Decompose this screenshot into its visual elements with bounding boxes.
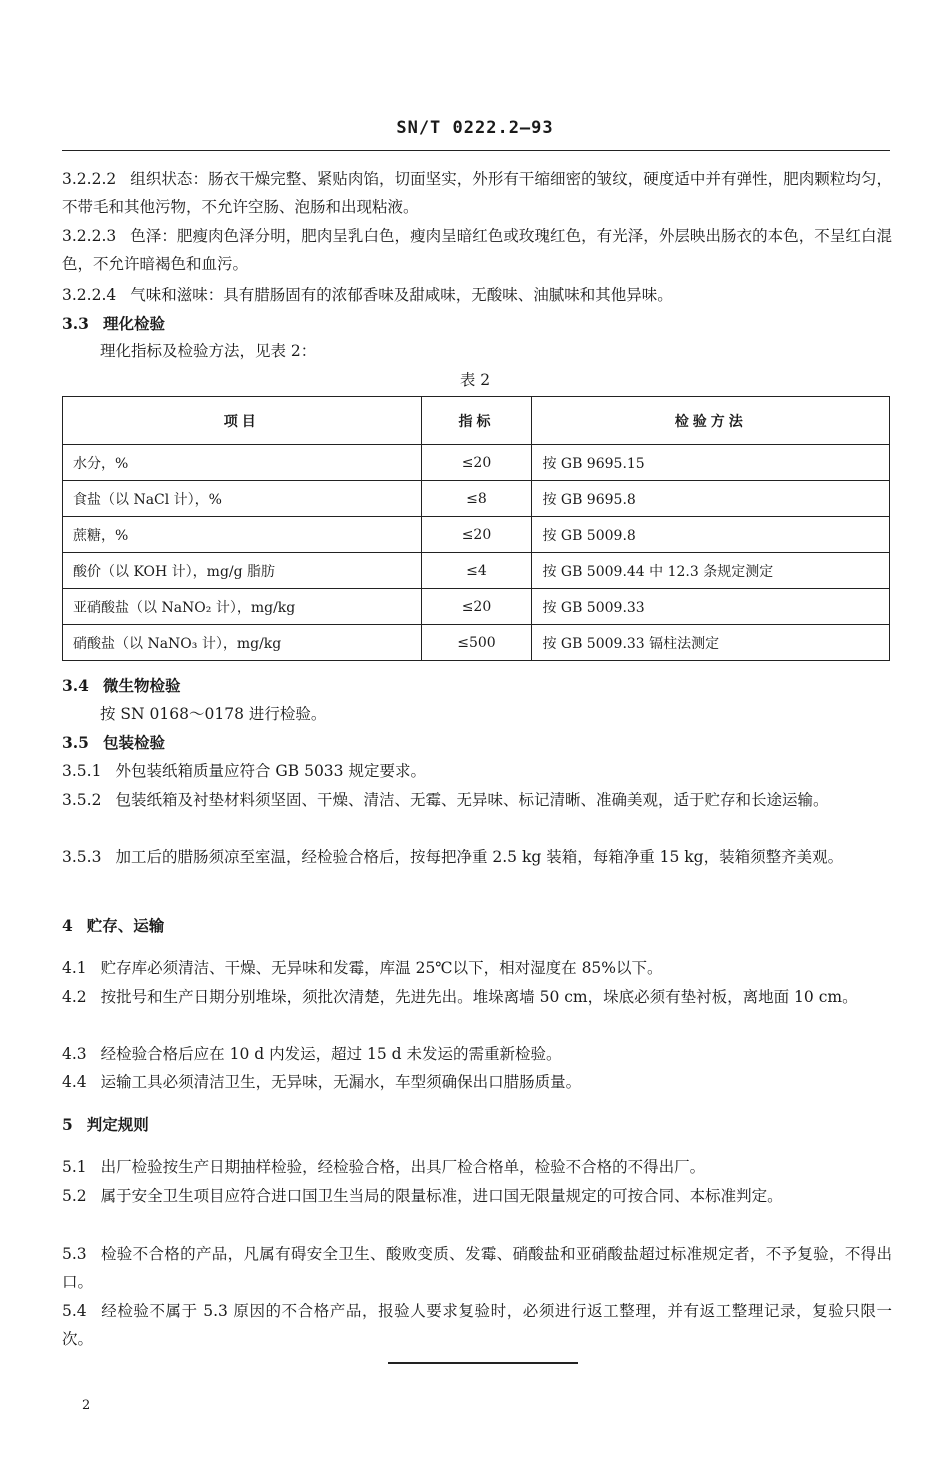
clause-4-2 xyxy=(62,983,892,1011)
clause-number: 5.3 xyxy=(62,1245,87,1263)
clause-number: 5.4 xyxy=(62,1302,87,1320)
column-header-method: 检验方法 xyxy=(532,397,890,445)
section-number: 3.3 xyxy=(62,314,89,333)
cell-index: ≤4 xyxy=(421,553,532,589)
clause-number: 3.5.1 xyxy=(62,762,102,780)
section-title: 贮存、运输 xyxy=(86,916,165,935)
section-number: 3.5 xyxy=(62,733,89,752)
clause-text: 经检验不属于 5.3 原因的不合格产品，报验人要求复验时，必须进行返工整理，并有返工整理记录，复验只限一次。 xyxy=(62,1302,892,1348)
table-row xyxy=(63,517,890,553)
section-3-4-text: 按 SN 0168～0178 进行检验。 xyxy=(100,705,327,723)
clause-5-1 xyxy=(62,1154,890,1180)
table-header-row xyxy=(63,397,890,445)
clause-text: 外包装纸箱质量应符合 GB 5033 规定要求。 xyxy=(115,762,426,780)
table-row xyxy=(63,481,890,517)
clause-number: 3.2.2.4 xyxy=(62,286,117,304)
column-header-index: 指标 xyxy=(421,397,532,445)
section-3-3-intro: 理化指标及检验方法，见表 2： xyxy=(100,342,317,360)
clause-3-2-2-3 xyxy=(62,222,892,278)
clause-number: 4.3 xyxy=(62,1045,87,1063)
cell-item: 硝酸盐（以 NaNO₃ 计），mg/kg xyxy=(63,625,422,661)
clause-number: 4.4 xyxy=(62,1073,87,1091)
clause-text: 组织状态：肠衣干燥完整、紧贴肉馅，切面坚实，外形有干缩细密的皱纹，硬度适中并有弹性，肥肉颗粒均匀，不带毛和其他污物，不允许空肠、泡肠和出现粘液。 xyxy=(62,170,892,216)
clause-number: 5.1 xyxy=(62,1158,87,1176)
cell-item: 酸价（以 KOH 计），mg/g 脂肪 xyxy=(63,553,422,589)
cell-index: ≤500 xyxy=(421,625,532,661)
clause-4-4 xyxy=(62,1069,890,1095)
column-header-item: 项目 xyxy=(63,397,422,445)
clause-4-3 xyxy=(62,1041,890,1067)
section-5-heading xyxy=(62,1112,890,1138)
clause-text: 气味和滋味：具有腊肠固有的浓郁香味及甜咸味，无酸味、油腻味和其他异味。 xyxy=(130,286,673,304)
cell-item: 蔗糖，% xyxy=(63,517,422,553)
section-3-4-heading xyxy=(62,673,890,699)
clause-3-5-1 xyxy=(62,758,890,784)
cell-item: 水分，% xyxy=(63,445,422,481)
section-title: 理化检验 xyxy=(102,314,165,333)
clause-3-5-3 xyxy=(62,843,892,871)
cell-item: 亚硝酸盐（以 NaNO₂ 计），mg/kg xyxy=(63,589,422,625)
cell-method: 按 GB 9695.15 xyxy=(532,445,890,481)
table-row xyxy=(63,589,890,625)
clause-text: 检验不合格的产品，凡属有碍安全卫生、酸败变质、发霉、硝酸盐和亚硝酸盐超过标准规定者，不予复验，不得出口。 xyxy=(62,1245,892,1291)
cell-index: ≤8 xyxy=(421,481,532,517)
clause-number: 3.5.3 xyxy=(62,848,102,866)
clause-3-2-2-4 xyxy=(62,282,890,308)
cell-method: 按 GB 5009.33 xyxy=(532,589,890,625)
section-number: 5 xyxy=(62,1115,73,1134)
clause-3-2-2-2 xyxy=(62,165,892,221)
section-4-heading xyxy=(62,913,890,939)
header-rule xyxy=(62,150,890,151)
cell-method: 按 GB 5009.8 xyxy=(532,517,890,553)
section-title: 微生物检验 xyxy=(102,676,181,695)
clause-text: 按批号和生产日期分别堆垛，须批次清楚，先进先出。堆垛离墙 50 cm，垛底必须有垫衬板，离地面 10 cm。 xyxy=(100,988,858,1006)
clause-5-2 xyxy=(62,1182,892,1210)
table-row xyxy=(63,553,890,589)
clause-text: 包装纸箱及衬垫材料须坚固、干燥、清洁、无霉、无异味、标记清晰、准确美观，适于贮存和长途运输。 xyxy=(115,791,829,809)
section-number: 4 xyxy=(62,916,73,935)
cell-index: ≤20 xyxy=(421,445,532,481)
table-row xyxy=(63,445,890,481)
table-row xyxy=(63,625,890,661)
clause-number: 3.2.2.2 xyxy=(62,170,117,188)
clause-number: 5.2 xyxy=(62,1187,87,1205)
clause-3-5-2 xyxy=(62,786,892,814)
page-number: 2 xyxy=(82,1398,91,1413)
section-title: 包装检验 xyxy=(102,733,165,752)
cell-method: 按 GB 5009.44 中 12.3 条规定测定 xyxy=(532,553,890,589)
cell-index: ≤20 xyxy=(421,517,532,553)
cell-item: 食盐（以 NaCl 计），% xyxy=(63,481,422,517)
cell-method: 按 GB 9695.8 xyxy=(532,481,890,517)
cell-method: 按 GB 5009.33 镉柱法测定 xyxy=(532,625,890,661)
end-rule xyxy=(388,1362,578,1364)
section-title: 判定规则 xyxy=(86,1115,149,1134)
standard-number: SN/T 0222.2—93 xyxy=(396,118,554,138)
clause-text: 属于安全卫生项目应符合进口国卫生当局的限量标准，进口国无限量规定的可按合同、本标准判定。 xyxy=(100,1187,783,1205)
section-3-5-heading xyxy=(62,730,890,756)
clause-5-4 xyxy=(62,1297,892,1353)
table-caption: 表 2 xyxy=(459,371,491,389)
section-3-3-heading xyxy=(62,311,890,337)
clause-number: 3.2.2.3 xyxy=(62,227,117,245)
clause-text: 经检验合格后应在 10 d 内发运，超过 15 d 未发运的需重新检验。 xyxy=(100,1045,562,1063)
section-number: 3.4 xyxy=(62,676,89,695)
clause-number: 4.1 xyxy=(62,959,87,977)
clause-5-3 xyxy=(62,1240,892,1296)
clause-number: 4.2 xyxy=(62,988,87,1006)
cell-index: ≤20 xyxy=(421,589,532,625)
clause-text: 运输工具必须清洁卫生，无异味，无漏水，车型须确保出口腊肠质量。 xyxy=(100,1073,582,1091)
clause-text: 出厂检验按生产日期抽样检验，经检验合格，出具厂检合格单，检验不合格的不得出厂。 xyxy=(100,1158,706,1176)
clause-text: 加工后的腊肠须凉至室温，经检验合格后，按每把净重 2.5 kg 装箱，每箱净重 15 kg，装箱须整齐美观。 xyxy=(115,848,844,866)
table-2 xyxy=(62,396,890,661)
clause-text: 色泽：肥瘦肉色泽分明，肥肉呈乳白色，瘦肉呈暗红色或玫瑰红色，有光泽，外层映出肠衣的本色，不呈红白混色，不允许暗褐色和血污。 xyxy=(62,227,892,273)
clause-number: 3.5.2 xyxy=(62,791,102,809)
clause-text: 贮存库必须清洁、干燥、无异味和发霉，库温 25℃以下，相对湿度在 85%以下。 xyxy=(100,959,663,977)
clause-4-1 xyxy=(62,955,890,981)
